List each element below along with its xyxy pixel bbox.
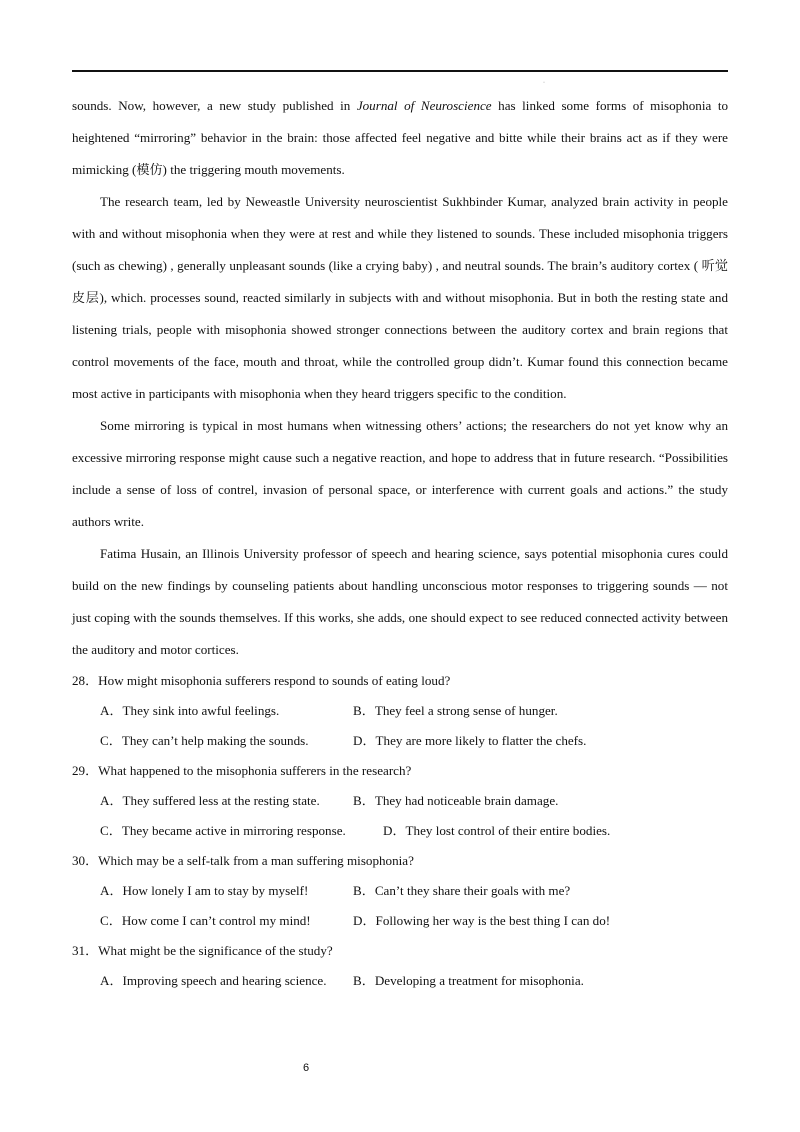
option-b: B．They feel a strong sense of hunger. — [353, 703, 558, 718]
question-stem: 30．Which may be a self-talk from a man suffering misophonia? — [72, 853, 414, 868]
question-stem: 28．How might misophonia sufferers respond to sounds of eating loud? — [72, 673, 451, 688]
option-b: B．They had noticeable brain damage. — [353, 793, 559, 808]
question-stem: 31．What might be the significance of the study? — [72, 943, 333, 958]
question-28 — [72, 666, 728, 756]
question-29 — [72, 756, 728, 846]
option-c: C．They can’t help making the sounds. — [100, 733, 309, 748]
question-stem: 29．What happened to the misophonia sufferers in the research? — [72, 763, 412, 778]
option-b: B．Can’t they share their goals with me? — [353, 883, 571, 898]
question-31 — [72, 936, 728, 996]
option-a: A．They suffered less at the resting state. — [100, 793, 320, 808]
option-c: C．They became active in mirroring response. — [100, 823, 346, 838]
header-rule — [72, 70, 728, 72]
page-content — [72, 90, 728, 996]
option-d: D．They are more likely to flatter the chefs. — [353, 733, 587, 748]
paragraph-1-rest: has linked some forms of misophonia to heightened “mirroring” behavior in the brain: those affected feel negative and bitte while their brains act as if they were mimicking (模仿) the triggering mouth movements. — [72, 98, 728, 177]
option-a: A．They sink into awful feelings. — [100, 703, 280, 718]
paragraph-1-lead: sounds. Now, however, a new study published in — [72, 98, 357, 113]
paragraph-2: The research team, led by Neweastle University neuroscientist Sukhbinder Kumar, analyzed brain activity in people with and without misophonia when they were at rest and while they listened to sounds. These included misophonia triggers (such as chewing) , generally unpleasant sounds (like a crying baby) , and neutral sounds. The brain’s auditory cortex ( 听觉皮层), which. processes sound, reacted similarly in subjects with and without misophonia. But in both the resting state and listening trials, people with misophonia showed stronger connections between the auditory cortex and brain regions that control movements of the face, mouth and throat, while the controlled group didn’t. Kumar found this connection became most active in participants with misophonia when they heard triggers specific to the condition. — [72, 194, 728, 401]
paragraph-4: Fatima Husain, an Illinois University professor of speech and hearing science, says potential misophonia cures could build on the new findings by counseling patients about handling unconscious motor responses to triggering sounds — not just coping with the sounds themselves. If this works, she adds, one should expect to see reduced connected activity between the auditory and motor cortices. — [72, 546, 728, 657]
paragraph-3: Some mirroring is typical in most humans when witnessing others’ actions; the researchers do not yet know why an excessive mirroring response might cause such a negative reaction, and hope to address that in future research. “Possibilities include a sense of loss of contrel, invasion of personal space, or interference with current goals and actions.” the study authors write. — [72, 418, 728, 529]
page-number: 6 — [303, 1062, 310, 1074]
question-30 — [72, 846, 728, 936]
option-a: A．Improving speech and hearing science. — [100, 973, 327, 988]
option-b: B．Developing a treatment for misophonia. — [353, 973, 584, 988]
journal-title: Journal of Neuroscience — [356, 98, 492, 113]
header-mark: · — [543, 80, 545, 86]
option-a: A．How lonely I am to stay by myself! — [100, 883, 309, 898]
option-d: D．Following her way is the best thing I can do! — [353, 913, 611, 928]
paragraph-1 — [72, 90, 728, 186]
option-d: D．They lost control of their entire bodies. — [383, 823, 611, 838]
option-c: C．How come I can’t control my mind! — [100, 913, 311, 928]
